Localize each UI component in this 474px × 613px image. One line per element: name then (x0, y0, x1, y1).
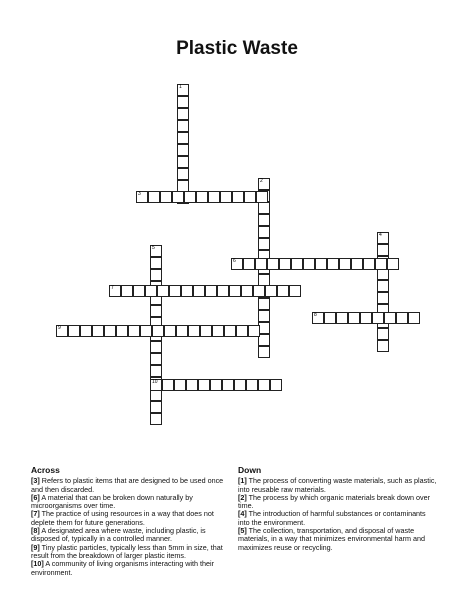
grid-cell[interactable] (116, 325, 128, 337)
clue-text: A community of living organisms interacting with their environment. (31, 559, 214, 577)
clue-number: 1 (179, 84, 182, 90)
grid-cell[interactable] (145, 285, 157, 297)
grid-cell[interactable] (150, 401, 162, 413)
grid-cell[interactable] (377, 340, 389, 352)
grid-cell[interactable] (377, 292, 389, 304)
grid-cell[interactable] (150, 341, 162, 353)
clue-text: A designated area where waste, including plastic, is disposed of, typically in a controlled manner. (31, 526, 206, 544)
down-clues (238, 466, 438, 552)
grid-cell[interactable] (133, 285, 145, 297)
across-clue (31, 510, 231, 527)
puzzle-title: Plastic Waste (176, 38, 298, 59)
grid-cell[interactable] (258, 178, 270, 190)
grid-cell[interactable] (148, 191, 160, 203)
grid-cell[interactable] (177, 96, 189, 108)
clue-text: The process of converting waste materials, such as plastic, into reusable raw materials. (238, 476, 437, 494)
down-clue (238, 477, 438, 494)
grid-cell[interactable] (150, 269, 162, 281)
grid-cell[interactable] (243, 258, 255, 270)
across-clue (31, 544, 231, 561)
grid-cell[interactable] (248, 325, 260, 337)
grid-cell[interactable] (348, 312, 360, 324)
grid-cell[interactable] (244, 191, 256, 203)
across-clue (31, 494, 231, 511)
grid-cell[interactable] (291, 258, 303, 270)
grid-cell[interactable] (234, 379, 246, 391)
grid-cell[interactable] (258, 214, 270, 226)
grid-cell[interactable] (372, 312, 384, 324)
grid-cell[interactable] (150, 353, 162, 365)
grid-cell[interactable] (258, 346, 270, 358)
down-clue (238, 494, 438, 511)
grid-cell[interactable] (150, 379, 162, 391)
grid-cell[interactable] (56, 325, 68, 337)
grid-cell[interactable] (128, 325, 140, 337)
grid-cell[interactable] (177, 168, 189, 180)
grid-cell[interactable] (188, 325, 200, 337)
clue-number: 5 (152, 245, 155, 251)
grid-cell[interactable] (315, 258, 327, 270)
clue-number-label: [1] (238, 476, 247, 486)
clue-number-label: [7] (31, 509, 40, 519)
clue-number: 4 (379, 232, 382, 238)
clue-text: The process by which organic materials break down over time. (238, 492, 431, 511)
grid-cell[interactable] (181, 285, 193, 297)
grid-cell[interactable] (258, 202, 270, 214)
grid-cell[interactable] (258, 298, 270, 310)
grid-cell[interactable] (375, 258, 387, 270)
grid-cell[interactable] (258, 238, 270, 250)
grid-cell[interactable] (258, 310, 270, 322)
grid-cell[interactable] (384, 312, 396, 324)
clue-number-label: [2] (238, 492, 247, 502)
grid-cell[interactable] (236, 325, 248, 337)
grid-cell[interactable] (136, 191, 148, 203)
grid-cell[interactable] (177, 144, 189, 156)
grid-cell[interactable] (258, 379, 270, 391)
grid-cell[interactable] (172, 191, 184, 203)
grid-cell[interactable] (229, 285, 241, 297)
across-clue-list (31, 477, 231, 577)
grid-cell[interactable] (177, 132, 189, 144)
clue-number: 8 (314, 312, 317, 318)
grid-cell[interactable] (396, 312, 408, 324)
grid-cell[interactable] (377, 328, 389, 340)
clue-number: 2 (260, 178, 263, 184)
grid-cell[interactable] (324, 312, 336, 324)
grid-cell[interactable] (186, 379, 198, 391)
clue-text: The introduction of harmful substances or contaminants into the environment. (238, 509, 426, 527)
grid-cell[interactable] (205, 285, 217, 297)
grid-cell[interactable] (150, 365, 162, 377)
grid-cell[interactable] (193, 285, 205, 297)
across-clues (31, 466, 231, 577)
grid-cell[interactable] (198, 379, 210, 391)
grid-cell[interactable] (150, 413, 162, 425)
grid-cell[interactable] (177, 108, 189, 120)
clue-number: 7 (111, 285, 114, 291)
across-clue (31, 477, 231, 494)
grid-cell[interactable] (157, 285, 169, 297)
grid-cell[interactable] (208, 191, 220, 203)
grid-cell[interactable] (231, 258, 243, 270)
grid-cell[interactable] (241, 285, 253, 297)
grid-cell[interactable] (256, 191, 268, 203)
grid-cell[interactable] (351, 258, 363, 270)
clue-number: 3 (138, 191, 141, 197)
grid-cell[interactable] (121, 285, 133, 297)
grid-cell[interactable] (174, 379, 186, 391)
grid-cell[interactable] (177, 156, 189, 168)
across-heading: Across (31, 465, 60, 475)
grid-cell[interactable] (210, 379, 222, 391)
grid-cell[interactable] (160, 191, 172, 203)
grid-cell[interactable] (169, 285, 181, 297)
grid-cell[interactable] (265, 285, 277, 297)
grid-cell[interactable] (408, 312, 420, 324)
clue-text: Tiny plastic particles, typically less than 5mm in size, that result from the breakdown of larger plastic items. (31, 542, 223, 560)
clue-number-label: [5] (238, 526, 247, 536)
clue-number-label: [3] (31, 476, 40, 486)
grid-cell[interactable] (150, 305, 162, 317)
grid-cell[interactable] (363, 258, 375, 270)
clue-number-label: [8] (31, 526, 40, 536)
grid-cell[interactable] (339, 258, 351, 270)
grid-cell[interactable] (312, 312, 324, 324)
grid-cell[interactable] (277, 285, 289, 297)
grid-cell[interactable] (258, 226, 270, 238)
clue-number-label: [6] (31, 492, 40, 502)
clue-number: 9 (58, 325, 61, 331)
grid-cell[interactable] (377, 232, 389, 244)
grid-cell[interactable] (162, 379, 174, 391)
clue-number-label: [9] (31, 542, 40, 552)
grid-cell[interactable] (217, 285, 229, 297)
across-clue (31, 527, 231, 544)
grid-cell[interactable] (109, 285, 121, 297)
grid-cell[interactable] (164, 325, 176, 337)
clue-number: 10 (152, 379, 158, 385)
grid-cell[interactable] (176, 325, 188, 337)
down-heading: Down (238, 465, 262, 475)
grid-cell[interactable] (200, 325, 212, 337)
grid-cell[interactable] (222, 379, 234, 391)
grid-cell[interactable] (196, 191, 208, 203)
grid-cell[interactable] (377, 280, 389, 292)
grid-cell[interactable] (336, 312, 348, 324)
down-clue-list (238, 477, 438, 552)
grid-cell[interactable] (246, 379, 258, 391)
grid-cell[interactable] (289, 285, 301, 297)
grid-cell[interactable] (224, 325, 236, 337)
grid-cell[interactable] (253, 285, 265, 297)
clue-number: 6 (233, 258, 236, 264)
grid-cell[interactable] (360, 312, 372, 324)
grid-cell[interactable] (267, 258, 279, 270)
grid-cell[interactable] (68, 325, 80, 337)
down-clue (238, 527, 438, 552)
grid-cell[interactable] (104, 325, 116, 337)
grid-cell[interactable] (279, 258, 291, 270)
grid-cell[interactable] (177, 84, 189, 96)
clue-text: A material that can be broken down naturally by microorganisms over time. (31, 492, 193, 511)
grid-cell[interactable] (184, 191, 196, 203)
grid-cell[interactable] (232, 191, 244, 203)
grid-cell[interactable] (140, 325, 152, 337)
grid-cell[interactable] (387, 258, 399, 270)
grid-cell[interactable] (152, 325, 164, 337)
grid-cell[interactable] (255, 258, 267, 270)
grid-cell[interactable] (150, 245, 162, 257)
grid-cell[interactable] (303, 258, 315, 270)
grid-cell[interactable] (212, 325, 224, 337)
clue-number-label: [10] (31, 559, 44, 569)
across-clue (31, 560, 231, 577)
grid-cell[interactable] (177, 120, 189, 132)
clue-text: The collection, transportation, and disposal of waste materials, in a way that minimizes environmental harm and maximizes reuse or recycling. (238, 526, 425, 552)
grid-cell[interactable] (150, 257, 162, 269)
grid-cell[interactable] (270, 379, 282, 391)
grid-cell[interactable] (92, 325, 104, 337)
clue-text: Refers to plastic items that are designed to be used once and then discarded. (31, 476, 224, 494)
clue-number-label: [4] (238, 509, 247, 519)
grid-cell[interactable] (80, 325, 92, 337)
grid-cell[interactable] (327, 258, 339, 270)
clue-text: The practice of using resources in a way that does not deplete them for future generations. (31, 509, 214, 527)
grid-cell[interactable] (220, 191, 232, 203)
grid-cell[interactable] (377, 244, 389, 256)
down-clue (238, 510, 438, 527)
